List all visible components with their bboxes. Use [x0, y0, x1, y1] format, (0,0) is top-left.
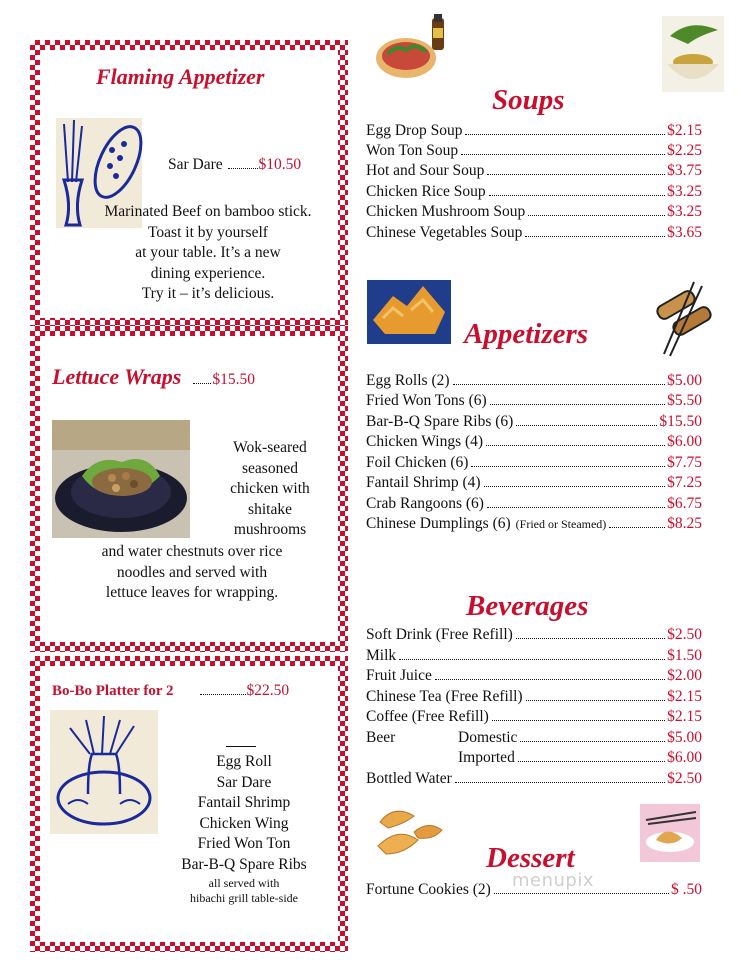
item-name: Crab Rangoons (6) — [366, 495, 484, 512]
menu-item — [366, 412, 702, 433]
item-name: Fortune Cookies (2) — [366, 881, 491, 898]
soups-title: Soups — [492, 84, 565, 116]
lettuce-wraps-section — [30, 326, 348, 652]
item-price: $2.50 — [667, 770, 702, 787]
item-price: $2.25 — [667, 142, 702, 159]
item-name: Bar-B-Q Spare Ribs (6) — [366, 413, 514, 430]
platter-item: Bar-B-Q Spare Ribs — [181, 855, 307, 873]
watermark: menupix — [512, 870, 595, 891]
item-name: Egg Rolls (2) — [366, 372, 450, 389]
lettuce-header — [52, 364, 255, 390]
item-price: $5.00 — [667, 729, 702, 746]
item-name: Sar Dare — [168, 156, 223, 173]
menu-item-sar-dare — [168, 156, 301, 174]
item-price: $2.15 — [667, 688, 702, 705]
desc-line: noodles and served with — [116, 563, 268, 581]
desc-line: lettuce leaves for wrapping. — [105, 584, 279, 601]
item-price: $3.25 — [667, 183, 702, 200]
item-price: $22.50 — [246, 682, 290, 699]
flaming-appetizer-section — [30, 40, 348, 328]
item-description-bottom — [62, 542, 322, 604]
bobo-platter-section — [30, 656, 348, 952]
item-name: Fried Won Tons (6) — [366, 392, 487, 409]
section-title: Flaming Appetizer — [96, 64, 265, 89]
platter-note — [160, 876, 328, 906]
desc-line: Wok-seared — [233, 439, 307, 456]
pizza-dish-image — [372, 14, 450, 84]
menu-item-beer-imported — [366, 748, 702, 769]
platter-item: Sar Dare — [216, 773, 272, 791]
item-price: $1.50 — [667, 647, 702, 664]
platter-item: Chicken Wing — [199, 814, 289, 832]
bobo-header — [52, 682, 289, 700]
item-price: $7.75 — [667, 454, 702, 471]
menu-item — [366, 625, 702, 646]
item-price: $15.50 — [212, 371, 255, 388]
menu-item — [366, 141, 702, 162]
item-name: Chinese Tea (Free Refill) — [366, 688, 523, 705]
item-price: $10.50 — [258, 156, 302, 173]
menu-item — [366, 432, 702, 453]
menu-item — [366, 223, 702, 244]
item-name: Soft Drink (Free Refill) — [366, 626, 513, 643]
item-price: $6.75 — [667, 495, 702, 512]
menu-item — [366, 391, 702, 412]
desc-line: mushrooms — [233, 521, 307, 538]
item-name: Fantail Shrimp (4) — [366, 474, 481, 491]
item-name: Foil Chicken (6) — [366, 454, 469, 471]
dessert-title: Dessert — [486, 842, 575, 874]
menu-item — [366, 371, 702, 392]
menu-item-beer-domestic — [366, 728, 702, 749]
menu-item — [366, 161, 702, 182]
menu-item — [366, 202, 702, 223]
item-price: $5.50 — [667, 392, 702, 409]
desc-line: shitake — [248, 500, 292, 518]
item-note: (Fried or Steamed) — [515, 517, 607, 531]
desc-line: and water chestnuts over rice — [101, 543, 283, 560]
item-price: $2.15 — [667, 122, 702, 139]
menu-item — [366, 453, 702, 474]
platter-illustration — [50, 710, 158, 834]
fortune-cookies-image — [374, 802, 446, 858]
lettuce-wraps-photo — [52, 420, 190, 538]
item-name: Chicken Rice Soup — [366, 183, 486, 200]
platter-item: Fried Won Ton — [197, 835, 291, 852]
beverages-title: Beverages — [466, 590, 589, 622]
egg-rolls-image — [650, 278, 724, 358]
item-name: Chicken Wings (4) — [366, 433, 484, 450]
item-name: Coffee (Free Refill) — [366, 708, 489, 725]
desc-line: Toast it by yourself — [148, 223, 268, 241]
dessert-plate-image — [640, 804, 700, 862]
item-price: $2.00 — [667, 667, 702, 684]
menu-item — [366, 707, 702, 728]
item-name: Chinese Vegetables Soup — [366, 224, 523, 241]
menu-item — [366, 494, 702, 515]
item-variant: Imported — [458, 749, 515, 766]
item-name: Hot and Sour Soup — [366, 162, 485, 179]
platter-item: Egg Roll — [216, 753, 272, 770]
appetizer-tray-image — [367, 280, 451, 344]
item-name: Milk — [366, 647, 397, 664]
menu-item — [366, 121, 702, 142]
desc-line: at your table. It’s a new — [135, 244, 281, 261]
item-price: $6.00 — [667, 433, 702, 450]
item-name: Chicken Mushroom Soup — [366, 203, 526, 220]
item-price: $5.00 — [667, 372, 702, 389]
item-price: $8.25 — [667, 515, 702, 532]
menu-item — [366, 687, 702, 708]
desc-line: seasoned — [242, 459, 298, 477]
item-name: Bottled Water — [366, 770, 452, 787]
desc-line: chicken with — [230, 480, 310, 497]
item-description-side — [208, 438, 332, 541]
desc-line: Try it – it’s delicious. — [141, 285, 275, 302]
note-line: all served with — [208, 876, 280, 890]
item-name: Fruit Juice — [366, 667, 432, 684]
menu-item — [366, 182, 702, 203]
item-price: $15.50 — [659, 413, 702, 430]
item-price: $3.25 — [667, 203, 702, 220]
desc-line: Marinated Beef on bamboo stick. — [104, 203, 312, 220]
item-name: Beer — [366, 729, 396, 746]
soup-bowl-image — [662, 16, 724, 92]
menu-item — [366, 473, 702, 494]
item-price: $7.25 — [667, 474, 702, 491]
menu-item — [366, 514, 702, 535]
appetizers-title: Appetizers — [464, 318, 589, 350]
menu-item — [366, 646, 702, 667]
item-price: $3.65 — [667, 224, 702, 241]
item-price: $2.50 — [667, 626, 702, 643]
item-name: Chinese Dumplings (6) — [366, 515, 511, 532]
desc-line: dining experience. — [150, 264, 266, 282]
item-name: Egg Drop Soup — [366, 122, 463, 139]
item-name: Won Ton Soup — [366, 142, 459, 159]
item-price: $6.00 — [667, 749, 702, 766]
section-title: Lettuce Wraps — [52, 364, 182, 389]
item-price: $2.15 — [667, 708, 702, 725]
section-title: Bo-Bo Platter for 2 — [52, 683, 174, 699]
platter-item: Fantail Shrimp — [197, 794, 291, 811]
menu-item — [366, 666, 702, 687]
platter-items — [160, 752, 328, 875]
item-description — [88, 202, 328, 305]
note-line: hibachi grill table-side — [190, 891, 298, 905]
menu-item — [366, 769, 702, 790]
item-price: $ .50 — [671, 881, 702, 898]
item-variant: Domestic — [458, 729, 518, 746]
item-price: $3.75 — [667, 162, 702, 179]
